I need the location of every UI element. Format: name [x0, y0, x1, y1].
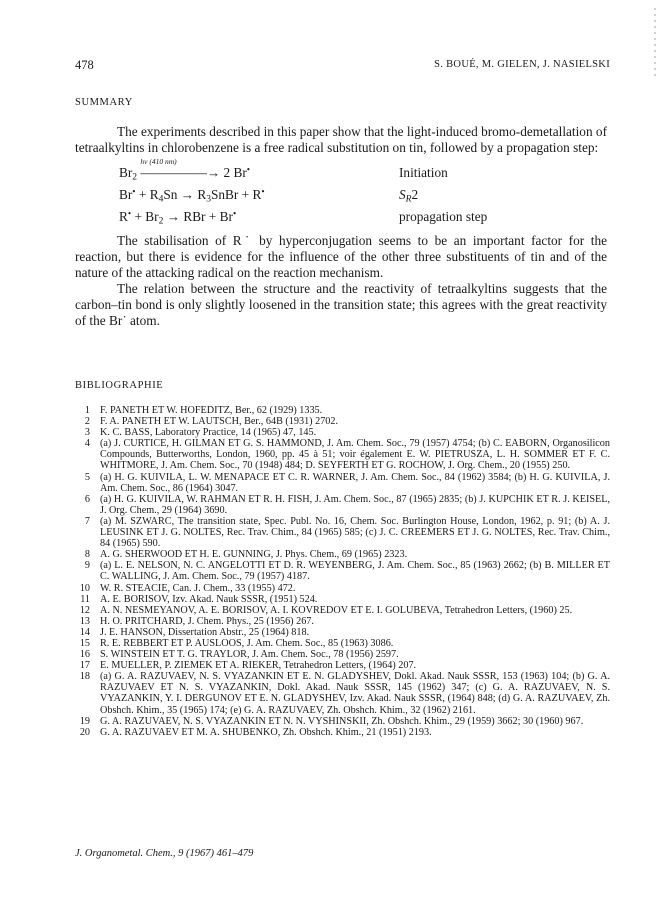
reference-text: (a) G. A. RAZUVAEV, N. S. VYAZANKIN ET E. N. GLADYSHEV, Dokl. Akad. Nauk SSSR, 153 (1963) 104; (b) G. A. RAZUVAEV ET N. S. VYAZANKIN, Dokl. Akad. Nauk SSSR, 145 (1962) 347; (c) G. A. RAZUVAEV, N. S. VYAZANKIN, Y. I. DERGUNOV ET E. N. GLADYSHEV, Izv. Akad. Nauk SSSR, (1964) 848; (d) G. A. RAZUVAEV, Zh. Obshch. Khim., 35 (1965) 174; (e) G. A. RAZUVAEV, Zh. Obshch. Khim., 32 (1962) 2161.: [100, 671, 610, 716]
reference-entry: [75, 405, 610, 416]
reference-entry: [75, 671, 610, 715]
reference-number: 4: [84, 438, 90, 450]
summary-heading: SUMMARY: [75, 97, 133, 108]
reference-text: G. A. RAZUVAEV ET M. A. SHUBENKO, Zh. Obshch. Khim., 21 (1951) 2193.: [100, 726, 432, 738]
reference-entry: [75, 416, 610, 427]
summary-paragraph-2: The stabilisation of R˙ by hyperconjugation seems to be an important factor for the reaction, but there is evidence for the influence of the other three substituents of tin and of the nature of the attacking radical on the reaction mechanism.: [75, 233, 607, 280]
reference-entry: [75, 560, 610, 582]
page-number: 478: [75, 58, 94, 72]
reference-text: (a) J. CURTICE, H. GILMAN ET G. S. HAMMOND, J. Am. Chem. Soc., 79 (1957) 4754; (b) C. EABORN, Organosilicon Compounds, Butterworths, London, 1960, pp. 45 à 51; voir également E. W. PIETRUSZA, L. H. SOMMER ET F. C. WHITMORE, J. Am. Chem. Soc., 70 (1948) 484; D. SEYFERTH ET G. ROCHOW, J. Org. Chem., 20 (1955) 250.: [100, 438, 610, 472]
reference-number: 8: [84, 549, 90, 561]
reference-text: F. PANETH ET W. HOFEDITZ, Ber., 62 (1929) 1335.: [100, 405, 323, 416]
reference-text: (a) M. SZWARC, The transition state, Spec. Publ. No. 16, Chem. Soc. Burlington House, London, 1962, p. 91; (b) A. J. LEUSINK ET J. G. NOLTES, Rec. Trav. Chim., 84 (1965) 585; (c) J. C. CREEMERS ET J. G. NOLTES, Rec. Trav. Chim., 84 (1965) 590.: [100, 515, 610, 550]
reference-text: (a) H. G. KUIVILA, L. W. MENAPACE ET C. R. WARNER, J. Am. Chem. Soc., 84 (1962) 3584; (b) H. G. KUIVILA, J. Am. Chem. Soc., 86 (1964) 3047.: [100, 471, 610, 494]
reference-entry: [75, 660, 610, 671]
reaction-equation-1: $Br_2$ hν (410 nm) —————→ 2 Br•: [119, 157, 251, 183]
reference-number: 12: [79, 604, 90, 616]
scan-artifact: [654, 8, 656, 78]
reference-entry: [75, 638, 610, 649]
reference-entry: [75, 516, 610, 549]
reference-entry: [75, 583, 610, 594]
reaction-equation-2: $Br^• + R_4Sn$ → $R_3SnBr + R^•$: [119, 187, 265, 205]
reference-text: E. MUELLER, P. ZIEMEK ET A. RIEKER, Tetrahedron Letters, (1964) 207.: [100, 660, 417, 672]
reaction-row-initiation: [75, 162, 487, 184]
reference-entry: [75, 494, 610, 516]
reference-text: G. A. RAZUVAEV, N. S. VYAZANKIN ET N. N. VYSHINSKII, Zh. Obshch. Khim., 29 (1959) 3662; 30 (1960) 967.: [100, 715, 584, 727]
reference-entry: [75, 716, 610, 727]
reference-text: (a) H. G. KUIVILA, W. RAHMAN ET R. H. FISH, J. Am. Chem. Soc., 87 (1965) 2835; (b) J. KUPCHIK ET R. J. KEISEL, J. Org. Chem., 29 (1964) 3690.: [100, 493, 610, 516]
reference-number: 2: [84, 416, 90, 428]
summary-paragraph-3: The relation between the structure and the reactivity of tetraalkyltins suggests that the carbon–tin bond is only slightly loosened in the transition state; this agrees with the great reactivity of the Br˙ atom.: [75, 281, 607, 328]
reference-number: 14: [79, 626, 90, 638]
journal-citation: J. Organometal. Chem., 9 (1967) 461–479: [75, 848, 254, 859]
reference-entry: [75, 727, 610, 738]
reaction-condition: hν (410 nm): [140, 157, 177, 166]
reference-entry: [75, 427, 610, 438]
running-header: [75, 58, 610, 74]
reference-text: J. E. HANSON, Dissertation Abstr., 25 (1964) 818.: [100, 626, 310, 638]
reaction-scheme: [75, 157, 488, 228]
reference-entry: [75, 627, 610, 638]
reference-number: 6: [84, 493, 90, 505]
summary-paragraph-1: The experiments described in this paper show that the light-induced bromo-demetallation of tetraalkyltins in chlorobenzene is a free radical substitution on tin, followed by a propagation step:: [75, 124, 607, 155]
reference-text: A. E. BORISOV, Izv. Akad. Nauk SSSR, (1951) 524.: [100, 593, 318, 605]
reference-number: 17: [79, 660, 90, 672]
reaction-equation-3: $R^• + Br_2$ → RBr + Br•: [119, 209, 237, 227]
reference-text: A. G. SHERWOOD ET H. E. GUNNING, J. Phys. Chem., 69 (1965) 2323.: [100, 549, 408, 561]
reference-number: 18: [79, 671, 90, 683]
reference-list: [75, 405, 610, 738]
summary-section: [75, 124, 607, 329]
reference-text: F. A. PANETH ET W. LAUTSCH, Ber., 64B (1931) 2702.: [100, 416, 339, 428]
reference-entry: [75, 472, 610, 494]
reference-number: 9: [84, 560, 90, 572]
reference-number: 11: [80, 593, 90, 605]
reference-entry: [75, 549, 610, 560]
reference-entry: [75, 594, 610, 605]
reference-text: K. C. BASS, Laboratory Practice, 14 (1965) 47, 145.: [100, 427, 317, 439]
reference-text: R. E. REBBERT ET P. AUSLOOS, J. Am. Chem. Soc., 85 (1963) 3086.: [100, 637, 394, 649]
reference-entry: [75, 616, 610, 627]
reference-number: 7: [84, 515, 90, 527]
reference-entry: [75, 649, 610, 660]
reference-number: 13: [79, 615, 90, 627]
reference-text: W. R. STEACIE, Can. J. Chem., 33 (1955) 472.: [100, 582, 296, 594]
reference-number: 10: [79, 582, 90, 594]
reference-entry: [75, 605, 610, 616]
reference-number: 20: [79, 726, 90, 738]
reference-number: 5: [84, 471, 90, 483]
reaction-label-3: propagation step: [399, 209, 488, 224]
reference-text: H. O. PRITCHARD, J. Chem. Phys., 25 (1956) 267.: [100, 615, 314, 627]
running-authors: S. BOUÉ, M. GIELEN, J. NASIELSKI: [434, 59, 610, 70]
reference-number: 15: [79, 637, 90, 649]
reaction-label-1: Initiation: [399, 165, 448, 180]
reference-text: (a) L. E. NELSON, N. C. ANGELOTTI ET D. R. WEYENBERG, J. Am. Chem. Soc., 85 (1963) 2662; (b) B. MILLER ET C. WALLING, J. Am. Chem. Soc., 79 (1957) 4187.: [100, 560, 610, 583]
reaction-row-substitution: [75, 184, 487, 206]
reference-number: 19: [79, 715, 90, 727]
reference-number: 1: [84, 405, 90, 416]
reference-entry: [75, 438, 610, 471]
bibliography-heading: BIBLIOGRAPHIE: [75, 380, 164, 391]
reference-text: A. N. NESMEYANOV, A. E. BORISOV, A. I. KOVREDOV ET E. I. GOLUBEVA, Tetrahedron Letters, (1960) 25.: [100, 604, 573, 616]
reference-number: 3: [84, 427, 90, 439]
reaction-label-2: $S_R2$: [399, 187, 419, 205]
reaction-row-propagation: [75, 206, 487, 228]
reference-number: 16: [79, 649, 90, 661]
reference-text: S. WINSTEIN ET T. G. TRAYLOR, J. Am. Chem. Soc., 78 (1956) 2597.: [100, 649, 399, 661]
